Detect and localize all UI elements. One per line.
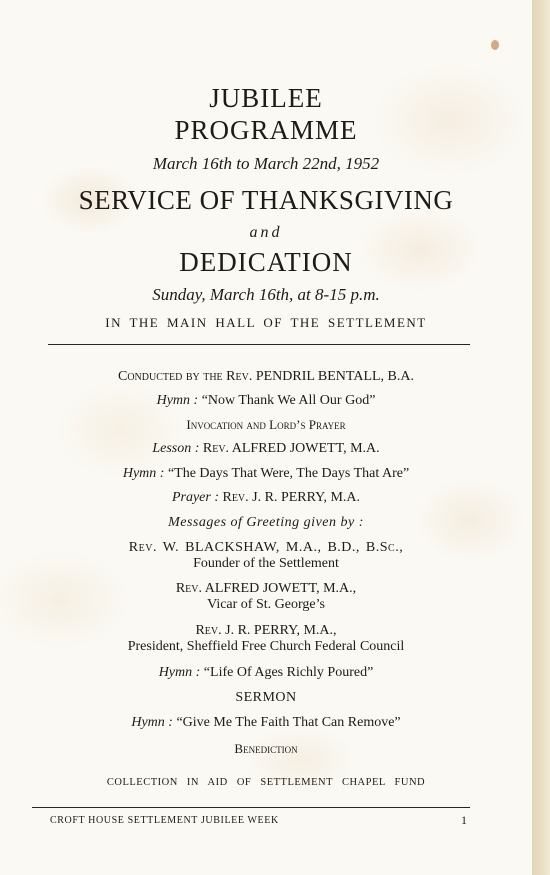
footer-text: CROFT HOUSE SETTLEMENT JUBILEE WEEK [50,815,279,826]
hymn-label: Hymn : [158,665,201,680]
conducted-by: Conducted by the Rev. PENDRIL BENTALL, B.A. [117,369,414,384]
hymn-title: “The Days That Were, The Days That Are” [167,466,410,481]
greeter-3-name: Rev. J. R. PERRY, M.A., [195,623,337,638]
and-word: and [249,224,283,241]
hymn-label: Hymn : [122,466,165,481]
greeter-3-role: President, Sheffield Free Church Federal Council [127,639,405,654]
hymn-title: “Now Thank We All Our God” [201,393,376,408]
greeter-2-role: Vicar of St. George’s [207,597,325,612]
benediction: Benediction [234,741,298,756]
hymn-label: Hymn : [156,393,199,408]
greeter-2-name: Rev. ALFRED JOWETT, M.A., [175,581,357,596]
title-jubilee: JUBILEE [209,83,323,113]
prayer [0,491,532,505]
sermon: SERMON [235,690,297,705]
lesson [0,442,532,456]
hymn-title: “Life Of Ages Richly Poured” [203,665,374,680]
dedication-title: DEDICATION [179,247,353,277]
greeter-1-name: Rev. W. BLACKSHAW, M.A., B.D., B.Sc., [128,540,404,555]
hymn-4 [0,716,532,730]
footer-divider [32,807,470,808]
header-divider [48,344,470,345]
collection-note: COLLECTION IN AID OF SETTLEMENT CHAPEL FUND [106,777,426,788]
page-number: 1 [461,813,467,827]
hymn-title: “Give Me The Faith That Can Remove” [176,715,401,730]
greeter-1-role: Founder of the Settlement [193,556,339,571]
service-time: Sunday, March 16th, at 8-15 p.m. [152,285,380,304]
hymn-1 [0,394,532,408]
service-title: SERVICE OF THANKSGIVING [78,185,454,215]
title-programme: PROGRAMME [174,115,358,145]
service-venue: IN THE MAIN HALL OF THE SETTLEMENT [105,315,427,330]
messages-heading: Messages of Greeting given by : [168,515,364,530]
programme-dates: March 16th to March 22nd, 1952 [152,154,380,173]
stain-mark [491,40,499,50]
invocation: Invocation and Lord’s Prayer [186,417,346,432]
hymn-2 [0,467,532,481]
lesson-reader: Rev. ALFRED JOWETT, M.A. [202,441,380,456]
prayer-label: Prayer : [171,490,219,505]
lesson-label: Lesson : [152,441,200,456]
hymn-3 [0,666,532,680]
page-edge [532,0,550,875]
hymn-label: Hymn : [131,715,173,730]
prayer-reader: Rev. J. R. PERRY, M.A. [222,490,361,505]
